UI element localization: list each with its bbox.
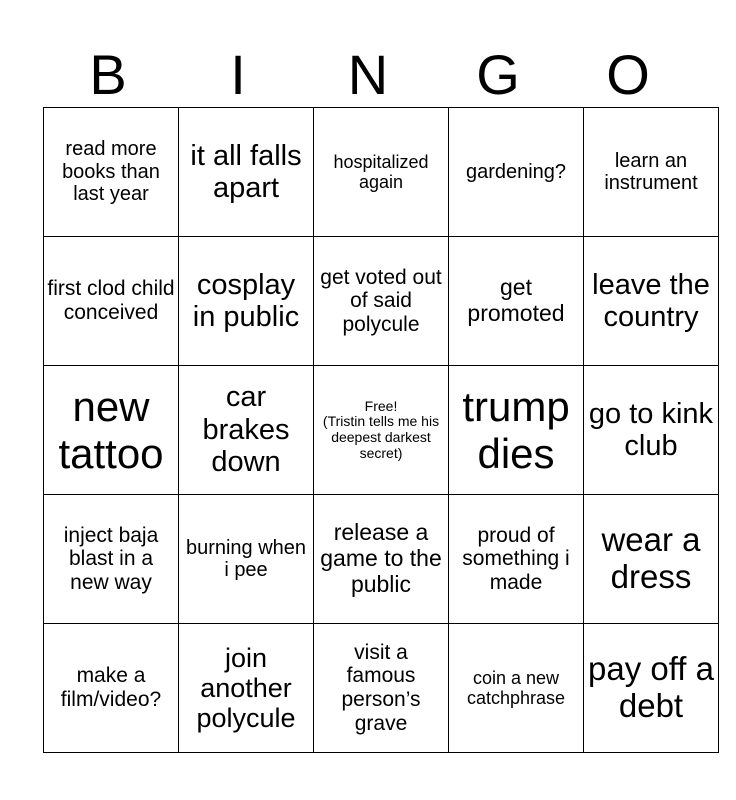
bingo-cell[interactable]: visit a famous person’s grave [314,624,449,753]
bingo-cell[interactable]: cosplay in public [179,237,314,366]
bingo-cell[interactable]: hospitalized again [314,108,449,237]
bingo-header [43,44,693,106]
header-letter-g: G [476,43,520,106]
bingo-cell[interactable]: learn an instrument [584,108,719,237]
bingo-row [44,237,719,366]
header-letter-b: B [89,43,127,106]
bingo-cell[interactable]: wear a dress [584,495,719,624]
bingo-cell[interactable]: leave the country [584,237,719,366]
free-cell[interactable] [314,366,449,495]
bingo-cell[interactable]: gardening? [449,108,584,237]
bingo-cell[interactable]: new tattoo [44,366,179,495]
bingo-row [44,366,719,495]
bingo-cell[interactable]: car brakes down [179,366,314,495]
bingo-cell[interactable]: get voted out of said polycule [314,237,449,366]
bingo-cell[interactable]: coin a new catchphrase [449,624,584,753]
bingo-cell[interactable]: inject baja blast in a new way [44,495,179,624]
bingo-cell[interactable]: pay off a debt [584,624,719,753]
header-letter-n: N [347,43,389,106]
bingo-cell[interactable]: trump dies [449,366,584,495]
free-cell-text: Free! (Tristin tells me his deepest darkest secret) [322,397,440,461]
header-letter-i: I [230,43,246,106]
bingo-cell[interactable]: make a film/video? [44,624,179,753]
bingo-cell[interactable]: go to kink club [584,366,719,495]
bingo-cell[interactable]: get promoted [449,237,584,366]
bingo-grid [43,107,719,753]
bingo-cell[interactable]: release a game to the public [314,495,449,624]
bingo-cell[interactable]: proud of something i made [449,495,584,624]
bingo-row [44,108,719,237]
bingo-row [44,624,719,753]
bingo-cell[interactable]: read more books than last year [44,108,179,237]
bingo-cell[interactable]: it all falls apart [179,108,314,237]
bingo-cell[interactable]: join another polycule [179,624,314,753]
bingo-row [44,495,719,624]
header-letter-o: O [606,43,650,106]
bingo-cell[interactable]: first clod child conceived [44,237,179,366]
bingo-cell[interactable]: burning when i pee [179,495,314,624]
